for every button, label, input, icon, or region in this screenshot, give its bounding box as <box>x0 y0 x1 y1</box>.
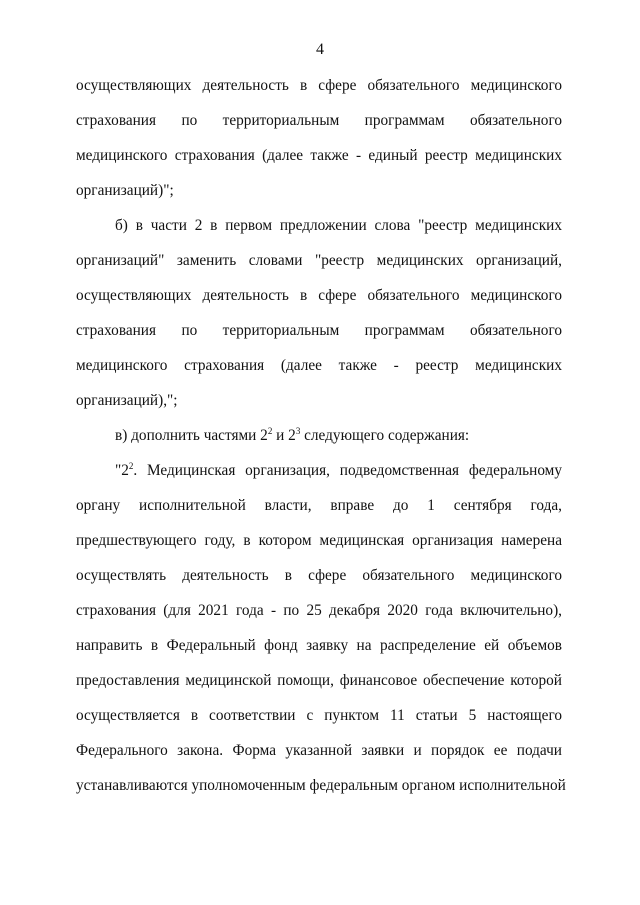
text-fragment: . Медицинская организация, подведомственная федеральному <box>133 462 562 479</box>
text-line <box>115 462 562 480</box>
superscript: 3 <box>295 426 301 436</box>
text-line: осуществлять деятельность в сфере обязательного медицинского <box>76 567 562 584</box>
text-fragment: "2 <box>115 462 129 479</box>
text-line: медицинского страхования (далее также - реестр медицинских <box>76 357 562 374</box>
text-line: органу исполнительной власти, вправе до 1 сентября года, <box>76 497 562 514</box>
text-line: осуществляющих деятельность в сфере обязательного медицинского <box>76 287 562 304</box>
text-line: осуществляется в соответствии с пунктом 11 статьи 5 настоящего <box>76 707 562 724</box>
text-line: предоставления медицинской помощи, финансовое обеспечение которой <box>76 672 562 689</box>
text-line: предшествующего году, в котором медицинская организация намерена <box>76 532 562 549</box>
text-fragment: и 2 <box>272 427 296 444</box>
text-line: направить в Федеральный фонд заявку на распределение ей объемов <box>76 637 562 654</box>
text-line: организаций),"; <box>76 392 178 409</box>
text-line <box>115 427 562 445</box>
text-line: б) в части 2 в первом предложении слова "реестр медицинских <box>115 217 562 234</box>
superscript: 2 <box>267 426 273 436</box>
text-line: организаций)"; <box>76 182 174 199</box>
page-number: 4 <box>316 41 324 58</box>
text-line: страхования по территориальным программам обязательного <box>76 112 562 129</box>
text-fragment: в) дополнить частями 2 <box>115 427 268 444</box>
text-line: устанавливаются уполномоченным федеральным органом исполнительной <box>76 777 566 794</box>
text-line: страхования (для 2021 года - по 25 декабря 2020 года включительно), <box>76 602 562 619</box>
text-line: медицинского страхования (далее также - единый реестр медицинских <box>76 147 562 164</box>
superscript: 2 <box>128 461 134 471</box>
text-fragment: следующего содержания: <box>300 427 470 444</box>
text-line: страхования по территориальным программам обязательного <box>76 322 562 339</box>
text-line: организаций" заменить словами "реестр медицинских организаций, <box>76 252 562 269</box>
text-line: Федерального закона. Форма указанной заявки и порядок ее подачи <box>76 742 562 759</box>
text-line: осуществляющих деятельность в сфере обязательного медицинского <box>76 77 562 94</box>
